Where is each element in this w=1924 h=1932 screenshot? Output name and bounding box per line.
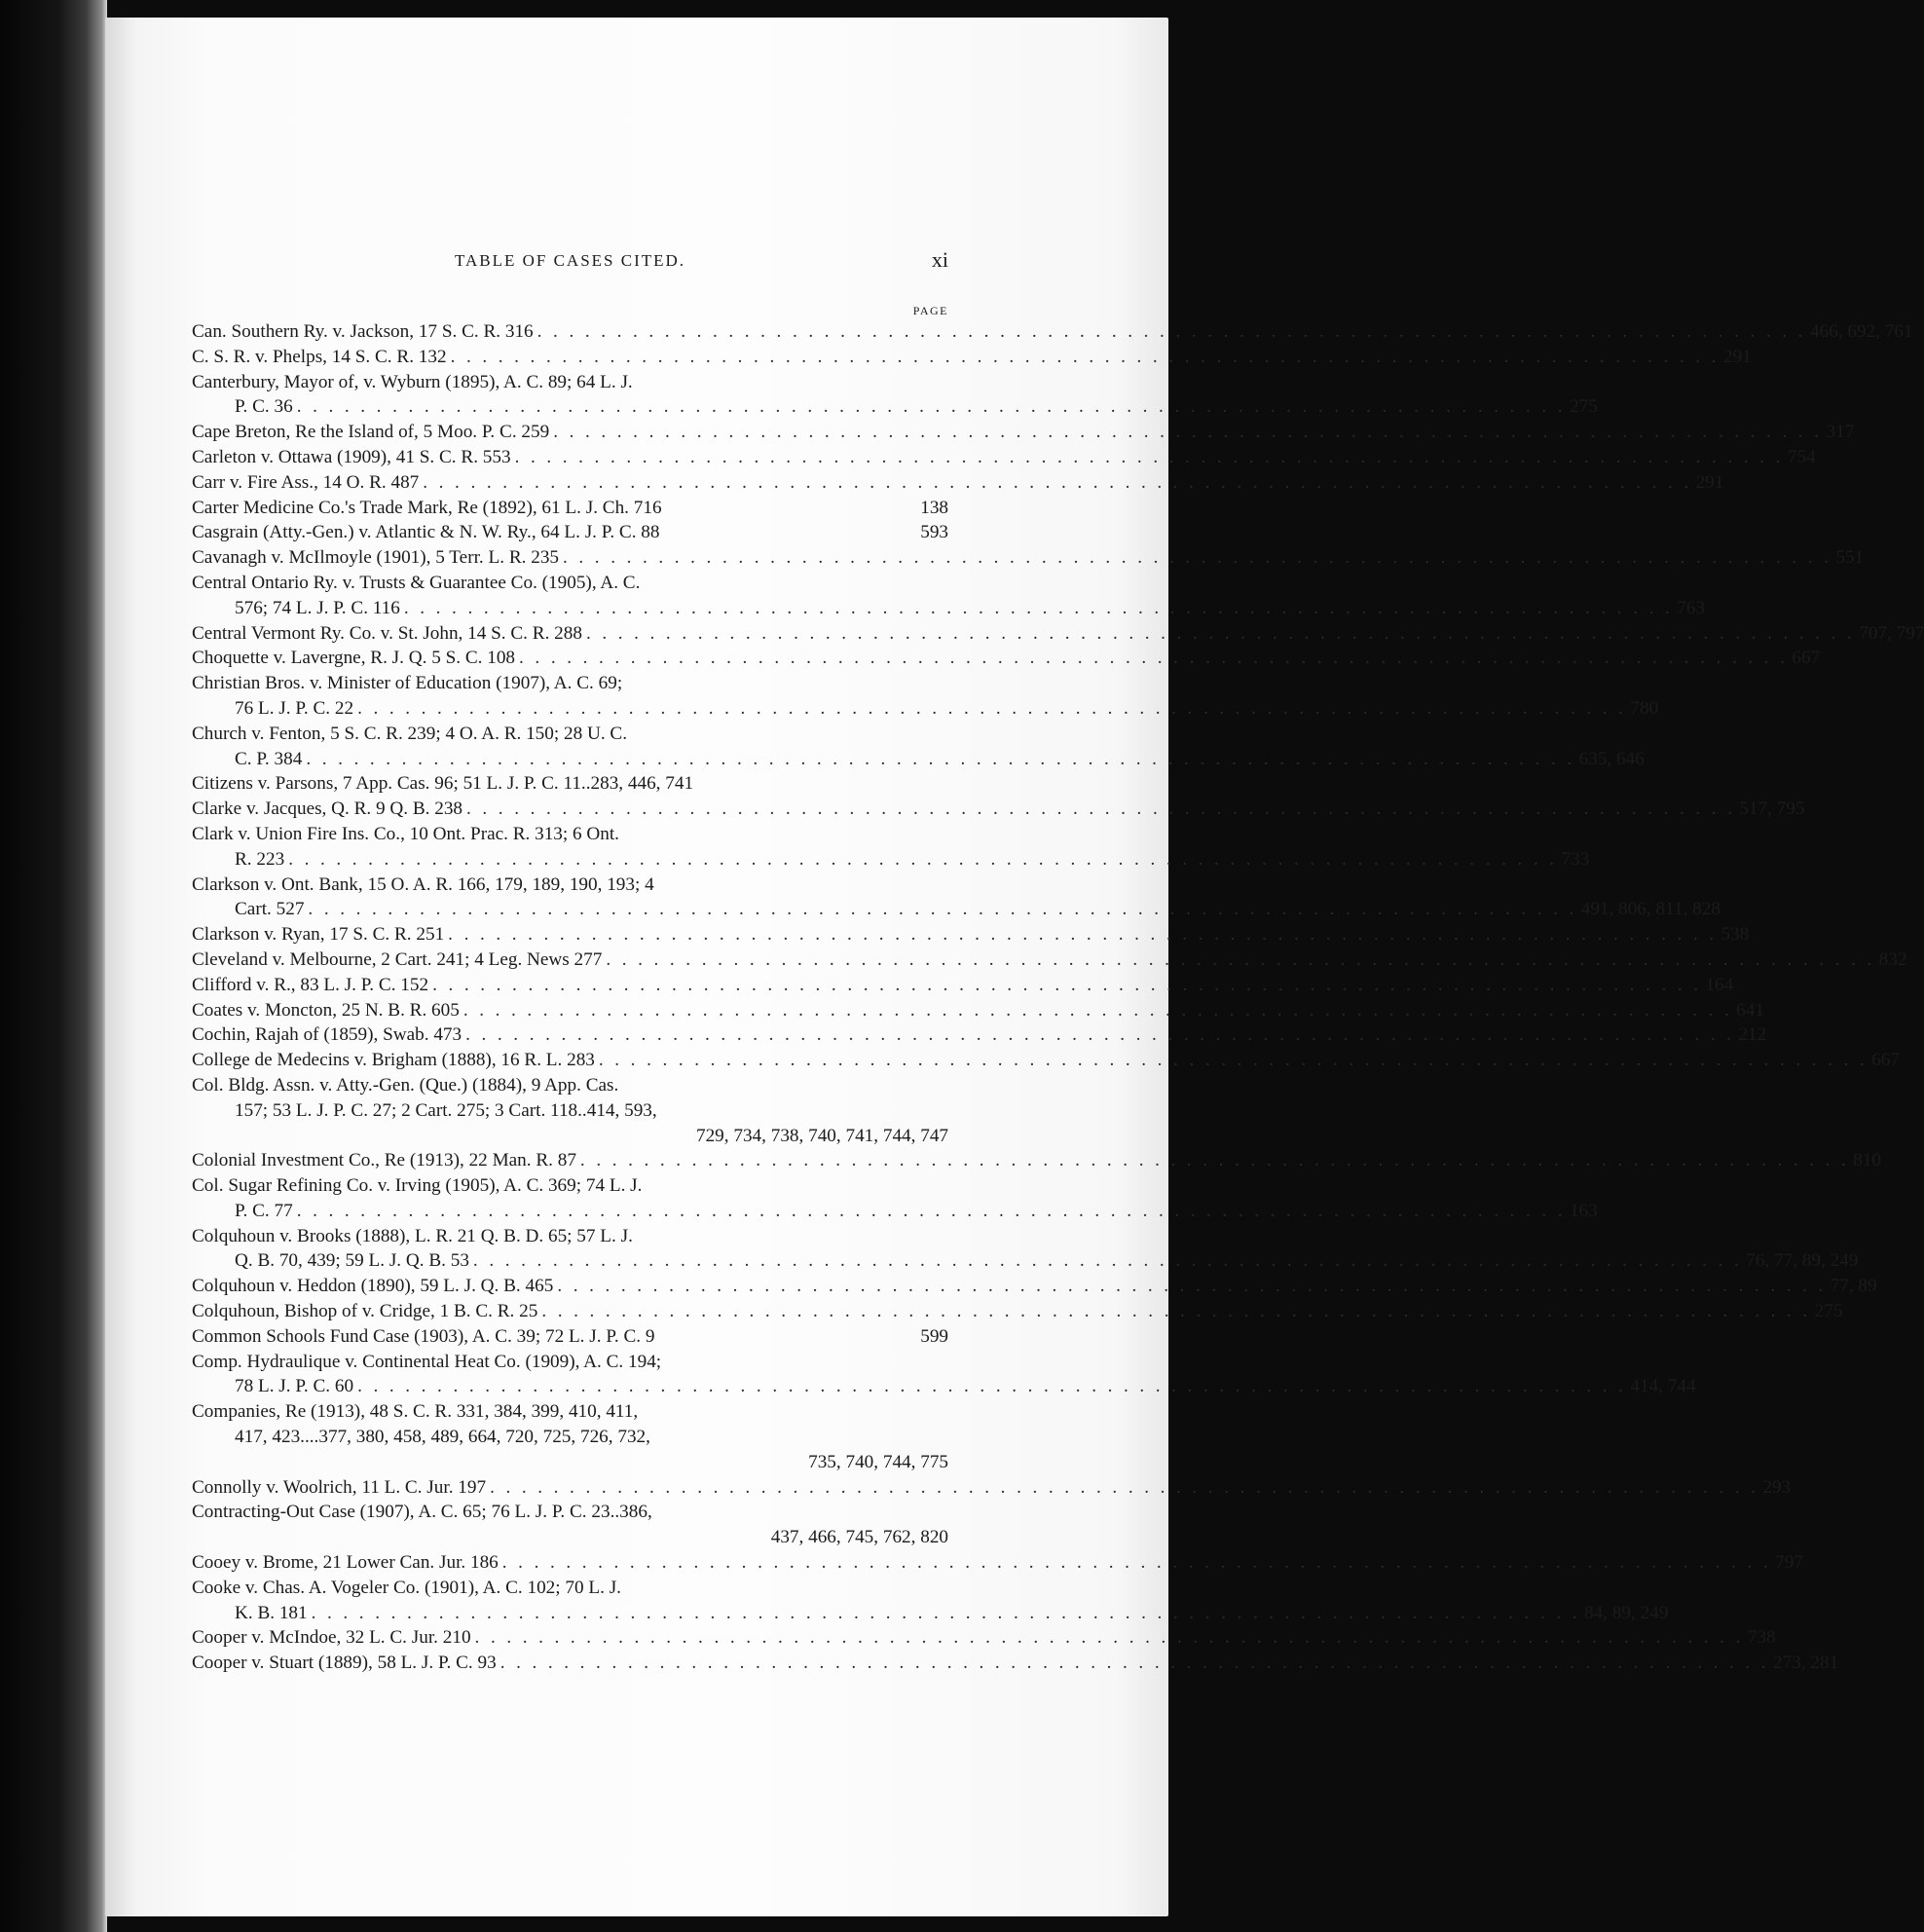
page-reference: 275 [1814,1301,1843,1322]
case-citation: R. 223 [235,848,285,870]
case-entry [192,947,1907,973]
case-entry [192,646,1821,671]
case-citation: 729, 734, 738, 740, 741, 744, 747 [695,1125,948,1146]
case-citation: College de Medecins v. Brigham (1888), 16 R. L. 283 [192,1050,595,1071]
case-entry [192,545,1865,571]
dot-leader: . . . . . . . . . . . . . . . . . . . . . . . . . . . . . . . . . . . . . . . . . . . . . . . . . . . . . . . . . . . . . . . . . . . . . . . . . . . . . . . . [308,899,1577,920]
case-line [192,1399,948,1425]
case-entry [192,998,1764,1023]
case-line [192,646,1821,671]
dot-leader: . . . . . . . . . . . . . . . . . . . . . . . . . . . . . . . . . . . . . . . . . . . . . . . . . . . . . . . . . . . . . . . . . . . . . . . . . . . . . . . . [311,1602,1580,1623]
case-line [192,947,1907,973]
case-line [192,496,948,521]
case-continuation-line [192,394,1598,420]
case-line [192,1073,948,1098]
dot-leader: . . . . . . . . . . . . . . . . . . . . . . . . . . . . . . . . . . . . . . . . . . . . . . . . . . . . . . . . . . . . . . . . . . . . . . . . . . . . . . . . [423,471,1692,493]
case-continuation-line [192,1525,948,1550]
page-reference: 810 [1853,1150,1882,1171]
dot-leader: . . . . . . . . . . . . . . . . . . . . . . . . . . . . . . . . . . . . . . . . . . . . . . . . . . . . . . . . . . . . . . . . . . . . . . . . . . . . . . . . [598,1050,1868,1071]
dot-leader: . . . . . . . . . . . . . . . . . . . . . . . . . . . . . . . . . . . . . . . . . . . . . . . . . . . . . . . . . . . . . . . . . . . . . . . . . . . . . . . . [514,446,1784,467]
page-reference: 641 [1736,999,1764,1021]
case-citation: Cooper v. Stuart (1889), 58 L. J. P. C. 93 [192,1653,497,1674]
case-citation: Companies, Re (1913), 48 S. C. R. 331, 384, 399, 410, 411, [192,1401,639,1423]
case-citation: Col. Bldg. Assn. v. Atty.-Gen. (Que.) (1884), 9 App. Cas. [192,1074,619,1096]
page-reference: 273, 281 [1773,1653,1839,1674]
page-reference: 517, 795 [1739,799,1805,820]
case-citation: Casgrain (Atty.-Gen.) v. Atlantic & N. W. Ry., 64 L. J. P. C. 88 [192,522,660,543]
case-entry [192,496,948,521]
page-content [192,247,1924,1676]
case-continuation-line [192,1199,1598,1224]
case-line [192,545,1865,571]
page-reference: 707, 797 [1859,622,1924,644]
page-reference: 275 [1570,396,1598,418]
page-reference: 77, 89 [1830,1276,1877,1297]
case-line [192,1022,1767,1048]
case-citation: 76 L. J. P. C. 22 [235,697,354,719]
dot-leader: . . . . . . . . . . . . . . . . . . . . . . . . . . . . . . . . . . . . . . . . . . . . . . . . . . . . . . . . . . . . . . . . . . . . . . . . . . . . . . . . [585,622,1856,644]
dot-leader: . . . . . . . . . . . . . . . . . . . . . . . . . . . . . . . . . . . . . . . . . . . . . . . . . . . . . . . . . . . . . . . . . . . . . . . . . . . . . . . . [553,422,1823,443]
case-line [192,520,948,545]
case-line [192,319,1913,345]
case-entry [192,973,1734,998]
case-continuation-line [192,1248,1859,1274]
page-reference: 667 [1871,1050,1900,1071]
dot-leader: . . . . . . . . . . . . . . . . . . . . . . . . . . . . . . . . . . . . . . . . . . . . . . . . . . . . . . . . . . . . . . . . . . . . . . . . . . . . . . . . [472,1250,1743,1272]
case-line [192,1576,948,1601]
case-entry [192,722,1645,772]
case-entry [192,1048,1900,1073]
dot-leader: . . . . . . . . . . . . . . . . . . . . . . . . . . . . . . . . . . . . . . . . . . . . . . . . . . . . . . . . . . . . . . . . . . . . . . . . . . . . . . . . [474,1627,1744,1649]
case-entry [192,1625,1776,1651]
case-continuation-line [192,747,1645,772]
case-line [192,1224,948,1249]
case-line [192,1651,1839,1676]
case-citation: 78 L. J. P. C. 60 [235,1376,354,1397]
case-continuation-line [192,1374,1696,1399]
case-citation: Cape Breton, Re the Island of, 5 Moo. P. C. 259 [192,422,550,443]
dot-leader: . . . . . . . . . . . . . . . . . . . . . . . . . . . . . . . . . . . . . . . . . . . . . . . . . . . . . . . . . . . . . . . . . . . . . . . . . . . . . . . . [557,1276,1827,1297]
dot-leader: . . . . . . . . . . . . . . . . . . . . . . . . . . . . . . . . . . . . . . . . . . . . . . . . . . . . . . . . . . . . . . . . . . . . . . . . . . . . . . . . [563,547,1832,569]
page-reference: 138 [920,497,948,518]
case-entry [192,771,948,797]
case-entry [192,1475,1792,1501]
case-line [192,771,948,797]
case-citation: Comp. Hydraulique v. Continental Heat Co. (1909), A. C. 194; [192,1351,662,1372]
dot-leader: . . . . . . . . . . . . . . . . . . . . . . . . . . . . . . . . . . . . . . . . . . . . . . . . . . . . . . . . . . . . . . . . . . . . . . . . . . . . . . . . [536,321,1806,342]
case-citation: 417, 423....377, 380, 458, 489, 664, 720, 725, 726, 732, [235,1427,650,1448]
case-entry [192,922,1750,947]
case-citation: Central Ontario Ry. v. Trusts & Guarantee Co. (1905), A. C. [192,572,641,593]
case-citation: Colquhoun, Bishop of v. Cridge, 1 B. C. R. 25 [192,1301,538,1322]
case-line [192,621,1924,647]
page-reference: 551 [1835,547,1865,569]
case-citation: Cooey v. Brome, 21 Lower Can. Jur. 186 [192,1552,499,1574]
page-reference: 538 [1720,924,1750,946]
dot-leader: . . . . . . . . . . . . . . . . . . . . . . . . . . . . . . . . . . . . . . . . . . . . . . . . . . . . . . . . . . . . . . . . . . . . . . . . . . . . . . . . [448,924,1718,946]
case-citation: Cavanagh v. McIlmoyle (1901), 5 Terr. L. R. 235 [192,547,560,569]
case-line [192,671,948,696]
case-entry [192,470,1724,496]
case-line [192,1324,948,1350]
case-line [192,470,1724,496]
dot-leader: . . . . . . . . . . . . . . . . . . . . . . . . . . . . . . . . . . . . . . . . . . . . . . . . . . . . . . . . . . . . . . . . . . . . . . . . . . . . . . . . [462,999,1733,1021]
page-reference: 667 [1792,648,1821,669]
case-citation: Christian Bros. v. Minister of Education (1907), A. C. 69; [192,673,623,694]
dot-leader: . . . . . . . . . . . . . . . . . . . . . . . . . . . . . . . . . . . . . . . . . . . . . . . . . . . . . . . . . . . . . . . . . . . . . . . . . . . . . . . . [500,1653,1769,1674]
case-line [192,1274,1877,1299]
case-citation: P. C. 36 [235,396,293,418]
page-reference: 593 [920,522,948,543]
dot-leader: . . . . . . . . . . . . . . . . . . . . . . . . . . . . . . . . . . . . . . . . . . . . . . . . . . . . . . . . . . . . . . . . . . . . . . . . . . . . . . . . [450,346,1720,367]
case-line [192,1475,1792,1501]
dot-leader: . . . . . . . . . . . . . . . . . . . . . . . . . . . . . . . . . . . . . . . . . . . . . . . . . . . . . . . . . . . . . . . . . . . . . . . . . . . . . . . . [403,597,1674,618]
case-citation: Coates v. Moncton, 25 N. B. R. 605 [192,999,460,1021]
page-column-label: PAGE [912,304,948,317]
case-citation: 437, 466, 745, 762, 820 [770,1527,948,1548]
page-reference: 414, 744 [1630,1376,1696,1397]
case-entry [192,1299,1843,1324]
dot-leader: . . . . . . . . . . . . . . . . . . . . . . . . . . . . . . . . . . . . . . . . . . . . . . . . . . . . . . . . . . . . . . . . . . . . . . . . . . . . . . . . [296,1200,1567,1221]
case-entry [192,797,1805,822]
case-continuation-line [192,1098,948,1124]
case-line [192,1173,948,1199]
page-number: xi [931,247,948,272]
case-line [192,370,948,395]
case-citation: Cart. 527 [235,899,305,920]
case-entry [192,1073,948,1148]
case-continuation-line [192,596,1705,621]
case-citation: C. S. R. v. Phelps, 14 S. C. R. 132 [192,346,447,367]
page-reference: 212 [1738,1024,1767,1046]
case-citation: Clarkson v. Ont. Bank, 15 O. A. R. 166, 179, 189, 190, 193; 4 [192,873,654,895]
page-reference: 635, 646 [1578,748,1645,769]
case-continuation-line [192,897,1720,922]
page-reference: 291 [1695,471,1724,493]
case-citation: Citizens v. Parsons, 7 App. Cas. 96; 51 L. J. P. C. 11..283, 446, 741 [192,773,694,795]
page-reference: 780 [1630,697,1659,719]
case-citation: Carter Medicine Co.'s Trade Mark, Re (1892), 61 L. J. Ch. 716 [192,497,662,518]
dot-leader: . . . . . . . . . . . . . . . . . . . . . . . . . . . . . . . . . . . . . . . . . . . . . . . . . . . . . . . . . . . . . . . . . . . . . . . . . . . . . . . . [465,1024,1735,1046]
case-entry [192,1350,1696,1400]
case-line [192,1500,948,1525]
page-reference: 797 [1775,1552,1803,1574]
case-citation: Canterbury, Mayor of, v. Wyburn (1895), A. C. 89; 64 L. J. [192,371,633,392]
page-reference: 491, 806, 811, 828 [1580,899,1720,920]
case-entry [192,621,1924,647]
case-citation: P. C. 77 [235,1200,293,1221]
page-reference: 754 [1787,446,1816,467]
dot-leader: . . . . . . . . . . . . . . . . . . . . . . . . . . . . . . . . . . . . . . . . . . . . . . . . . . . . . . . . . . . . . . . . . . . . . . . . . . . . . . . . [306,748,1575,769]
case-entry [192,520,948,545]
case-citation: Col. Sugar Refining Co. v. Irving (1905), A. C. 369; 74 L. J. [192,1175,643,1197]
page-reference: 599 [920,1325,948,1347]
case-citation: Carr v. Fire Ass., 14 O. R. 487 [192,471,420,493]
case-entry [192,445,1816,470]
case-citation: Cochin, Rajah of (1859), Swab. 473 [192,1024,462,1046]
dot-leader: . . . . . . . . . . . . . . . . . . . . . . . . . . . . . . . . . . . . . . . . . . . . . . . . . . . . . . . . . . . . . . . . . . . . . . . . . . . . . . . . [519,648,1789,669]
page-reference: 293 [1762,1476,1792,1498]
case-citation: Colquhoun v. Heddon (1890), 59 L. J. Q. B. 465 [192,1276,554,1297]
case-citation: Colonial Investment Co., Re (1913), 22 Man. R. 87 [192,1150,576,1171]
case-entry [192,1500,948,1550]
case-entry [192,1550,1803,1576]
case-entry [192,1576,1669,1626]
case-line [192,722,948,747]
dot-leader: . . . . . . . . . . . . . . . . . . . . . . . . . . . . . . . . . . . . . . . . . . . . . . . . . . . . . . . . . . . . . . . . . . . . . . . . . . . . . . . . [432,974,1702,995]
case-entry [192,1173,1598,1224]
page-reference: 317 [1826,422,1855,443]
case-line [192,873,948,898]
page-reference: 164 [1705,974,1734,995]
case-line [192,922,1750,947]
case-entry [192,1274,1877,1299]
case-line [192,420,1855,445]
case-line [192,1048,1900,1073]
case-line [192,1550,1803,1576]
case-entry [192,671,1659,722]
case-citation: Common Schools Fund Case (1903), A. C. 39; 72 L. J. P. C. 9 [192,1325,655,1347]
case-line [192,1299,1843,1324]
case-citation: Q. B. 70, 439; 59 L. J. Q. B. 53 [235,1250,469,1272]
case-citation: K. B. 181 [235,1602,308,1623]
case-entry [192,370,1598,421]
case-line [192,1350,948,1375]
case-citation: Can. Southern Ry. v. Jackson, 17 S. C. R. 316 [192,321,534,342]
page-reference: 163 [1570,1200,1598,1221]
scan-margin [0,0,107,1932]
page-reference: 76, 77, 89, 249 [1746,1250,1859,1272]
case-entry [192,1651,1839,1676]
case-entry [192,822,1590,873]
case-citation: Choquette v. Lavergne, R. J. Q. 5 S. C. 108 [192,648,516,669]
case-entry [192,873,1720,923]
page-reference: 291 [1722,346,1752,367]
case-continuation-line [192,1124,948,1149]
dot-leader: . . . . . . . . . . . . . . . . . . . . . . . . . . . . . . . . . . . . . . . . . . . . . . . . . . . . . . . . . . . . . . . . . . . . . . . . . . . . . . . . [579,1150,1850,1171]
case-list [192,319,1924,1676]
case-citation: Cooper v. McIndoe, 32 L. C. Jur. 210 [192,1627,471,1649]
page-reference: 84, 89, 249 [1583,1602,1669,1623]
case-entry [192,420,1855,445]
case-entry [192,1224,1859,1275]
case-line [192,445,1816,470]
page-reference: 466, 692, 761 [1809,321,1913,342]
case-line [192,571,948,596]
case-citation: Clark v. Union Fire Ins. Co., 10 Ont. Prac. R. 313; 6 Ont. [192,823,619,844]
dot-leader: . . . . . . . . . . . . . . . . . . . . . . . . . . . . . . . . . . . . . . . . . . . . . . . . . . . . . . . . . . . . . . . . . . . . . . . . . . . . . . . . [490,1476,1759,1498]
page-reference: 738 [1747,1627,1776,1649]
case-line [192,973,1734,998]
page-reference: 763 [1677,597,1705,618]
dot-leader: . . . . . . . . . . . . . . . . . . . . . . . . . . . . . . . . . . . . . . . . . . . . . . . . . . . . . . . . . . . . . . . . . . . . . . . . . . . . . . . . [606,948,1875,970]
dot-leader: . . . . . . . . . . . . . . . . . . . . . . . . . . . . . . . . . . . . . . . . . . . . . . . . . . . . . . . . . . . . . . . . . . . . . . . . . . . . . . . . [357,697,1627,719]
page-reference: 733 [1561,848,1590,870]
case-citation: Carleton v. Ottawa (1909), 41 S. C. R. 553 [192,446,511,467]
case-citation: Cooke v. Chas. A. Vogeler Co. (1901), A. C. 102; 70 L. J. [192,1577,621,1598]
case-citation: Central Vermont Ry. Co. v. St. John, 14 S. C. R. 288 [192,622,582,644]
case-line [192,998,1764,1023]
case-entry [192,571,1705,621]
case-citation: Contracting-Out Case (1907), A. C. 65; 76 L. J. P. C. 23..386, [192,1502,652,1523]
case-continuation-line [192,847,1590,873]
case-citation: Clarkson v. Ryan, 17 S. C. R. 251 [192,924,445,946]
case-entry [192,1148,1882,1173]
page-title: TABLE OF CASES CITED. [454,251,686,270]
case-citation: Cleveland v. Melbourne, 2 Cart. 241; 4 Leg. News 277 [192,948,603,970]
case-citation: Colquhoun v. Brooks (1888), L. R. 21 Q. B. D. 65; 57 L. J. [192,1225,633,1246]
case-continuation-line [192,1425,948,1450]
dot-leader: . . . . . . . . . . . . . . . . . . . . . . . . . . . . . . . . . . . . . . . . . . . . . . . . . . . . . . . . . . . . . . . . . . . . . . . . . . . . . . . . [541,1301,1811,1322]
case-citation: 735, 740, 744, 775 [808,1451,948,1472]
case-entry [192,1324,948,1350]
case-continuation-line [192,1450,948,1475]
case-line [192,345,1752,370]
case-citation: Clarke v. Jacques, Q. R. 9 Q. B. 238 [192,799,463,820]
case-citation: 576; 74 L. J. P. C. 116 [235,597,400,618]
case-citation: Clifford v. R., 83 L. J. P. C. 152 [192,974,429,995]
case-citation: Connolly v. Woolrich, 11 L. C. Jur. 197 [192,1476,487,1498]
case-entry [192,1399,948,1474]
case-line [192,797,1805,822]
page-reference: 832 [1878,948,1907,970]
dot-leader: . . . . . . . . . . . . . . . . . . . . . . . . . . . . . . . . . . . . . . . . . . . . . . . . . . . . . . . . . . . . . . . . . . . . . . . . . . . . . . . . [466,799,1736,820]
dot-leader: . . . . . . . . . . . . . . . . . . . . . . . . . . . . . . . . . . . . . . . . . . . . . . . . . . . . . . . . . . . . . . . . . . . . . . . . . . . . . . . . [296,396,1567,418]
case-entry [192,1022,1767,1048]
running-head [192,247,948,282]
case-line [192,1625,1776,1651]
case-continuation-line [192,1601,1669,1626]
case-entry [192,319,1913,345]
case-line [192,822,948,847]
case-citation: 157; 53 L. J. P. C. 27; 2 Cart. 275; 3 Cart. 118..414, 593, [235,1099,657,1121]
case-continuation-line [192,696,1659,722]
dot-leader: . . . . . . . . . . . . . . . . . . . . . . . . . . . . . . . . . . . . . . . . . . . . . . . . . . . . . . . . . . . . . . . . . . . . . . . . . . . . . . . . [501,1552,1772,1574]
case-citation: Church v. Fenton, 5 S. C. R. 239; 4 O. A. R. 150; 28 U. C. [192,723,628,744]
dot-leader: . . . . . . . . . . . . . . . . . . . . . . . . . . . . . . . . . . . . . . . . . . . . . . . . . . . . . . . . . . . . . . . . . . . . . . . . . . . . . . . . [357,1376,1627,1397]
case-entry [192,345,1752,370]
case-citation: C. P. 384 [235,748,303,769]
case-line [192,1148,1882,1173]
dot-leader: . . . . . . . . . . . . . . . . . . . . . . . . . . . . . . . . . . . . . . . . . . . . . . . . . . . . . . . . . . . . . . . . . . . . . . . . . . . . . . . . [288,848,1558,870]
